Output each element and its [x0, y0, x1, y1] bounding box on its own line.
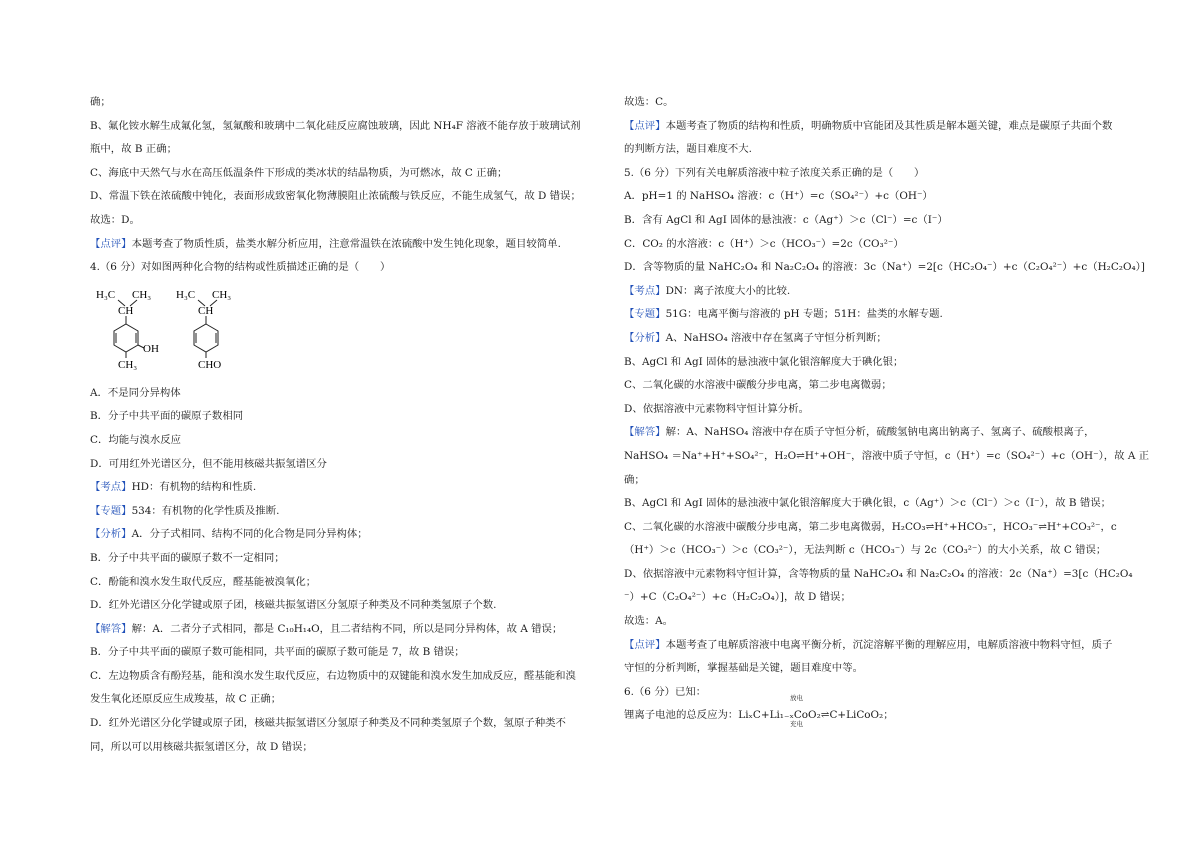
text-line: C、二氧化碳的水溶液中碳酸分步电离，第二步电离微弱，H₂CO₃⇌H⁺+HCO₃⁻，HCO₃⁻⇌H⁺+CO₃²⁻，c	[624, 520, 1117, 533]
mol1-ch: CH	[118, 304, 134, 317]
reaction-text: 锂离子电池的总反应为：LiₓC+Li₁₋ₓCoO₂⇌C+LiCoO₂；	[624, 709, 894, 722]
text-line: 瓶中，故 B 正确；	[90, 143, 177, 156]
comment-line	[624, 115, 1148, 139]
kaodian-line	[624, 280, 1148, 304]
question-6: 6.（6 分）已知：	[624, 685, 707, 698]
option-d: D．可用红外光谱区分，但不能用核磁共振氢谱区分	[90, 457, 327, 470]
text-line: ⁻）+C（C₂O₄²⁻）+c（H₂C₂O₄）]，故 D 错误；	[624, 591, 851, 604]
fenxi-line	[624, 327, 1148, 351]
text-line: B、AgCl 和 AgI 固体的悬浊液中氯化银溶解度大于碘化银；	[624, 355, 904, 368]
fenxi-text: A、NaHSO₄ 溶液中存在氢离子守恒分析判断；	[665, 331, 887, 344]
mol1-h3c: H₃C	[96, 288, 116, 301]
option-b: B．分子中共平面的碳原子数相同	[90, 410, 244, 423]
zhuanti-tag: 【专题】	[624, 308, 666, 321]
zhuanti-tag: 【专题】	[90, 504, 132, 517]
text-line: （H⁺）＞c（HCO₃⁻）＞c（CO₃²⁻），无法判断 c（HCO₃⁻）与 2c（CO₃²⁻）的大小关系，故 C 错误；	[624, 544, 1107, 557]
jieda-line	[624, 421, 1148, 445]
mol2-h3c: H₃C	[176, 288, 196, 301]
fenxi-text: A．分子式相同、结构不同的化合物是同分异构体；	[131, 528, 368, 541]
text-line: B、氟化铵水解生成氟化氢，氢氟酸和玻璃中二氧化硅反应腐蚀玻璃，因此 NH₄F 溶液不能存放于玻璃试剂	[90, 119, 581, 132]
question-4: 4.（6 分）对如图两种化合物的结构或性质描述正确的是（ ）	[90, 261, 391, 274]
zhuanti-text: 534：有机物的化学性质及推断.	[131, 504, 280, 517]
zhuanti-line	[624, 303, 1148, 327]
option-d: D．含等物质的量 NaHC₂O₄ 和 Na₂C₂O₄ 的溶液：3c（Na⁺）=2[c（HC₂O₄⁻）+c（C₂O₄²⁻）+c（H₂C₂O₄）]	[624, 261, 1145, 274]
comment-tag: 【点评】	[624, 638, 666, 651]
jieda-line	[90, 618, 614, 642]
mol2-ch3: CH₃	[212, 288, 232, 301]
comment-tag: 【点评】	[90, 237, 132, 250]
question-5: 5.（6 分）下列有关电解质溶液中粒子浓度关系正确的是（ ）	[624, 166, 925, 179]
kaodian-tag: 【考点】	[90, 481, 132, 494]
jieda-tag: 【解答】	[90, 622, 132, 635]
mol2-ch: CH	[198, 304, 214, 317]
reaction-line	[624, 694, 1148, 729]
jieda-text: 解：A、NaHSO₄ 溶液中存在质子守恒分析，硫酸氢钠电离出钠离子、氢离子、硫酸根离子，	[665, 426, 1095, 439]
text-line: 发生氧化还原反应生成羧基，故 C 正确；	[90, 693, 282, 706]
text-line: 同，所以可以用核磁共振氢谱区分，故 D 错误；	[90, 740, 313, 753]
molecule-svg	[96, 284, 256, 380]
option-c: C．均能与溴水反应	[90, 433, 182, 446]
zhuanti-text: 51G：电离平衡与溶液的 pH 专题；51H：盐类的水解专题.	[665, 308, 943, 321]
text-line: 守恒的分析判断，掌握基础是关键，题目难度中等。	[624, 662, 863, 675]
zhuanti-line	[90, 500, 614, 524]
comment-line	[90, 233, 614, 257]
left-column	[90, 0, 614, 753]
comment-text: 本题考查了物质的结构和性质，明确物质中官能团及其性质是解本题关键，难点是碳原子共面个数	[665, 119, 1113, 132]
text-line: 的判断方法，题目难度不大.	[624, 143, 752, 156]
text-line: B、AgCl 和 AgI 固体的悬浊液中氯化银溶解度大于碘化银，c（Ag⁺）＞c（Cl⁻）＞c（I⁻），故 B 错误；	[624, 497, 1111, 510]
mol2-cho: CHO	[198, 358, 222, 371]
text-line: D、常温下铁在浓硫酸中钝化，表面形成致密氧化物薄膜阻止浓硫酸与铁反应，不能生成氢气，故 D 错误；	[90, 190, 581, 203]
option-a: A．pH=1 的 NaHSO₄ 溶液：c（H⁺）=c（SO₄²⁻）+c（OH⁻）	[624, 190, 933, 203]
comment-line	[624, 634, 1148, 658]
comment-text: 本题考查了电解质溶液中电离平衡分析，沉淀溶解平衡的理解应用，电解质溶液中物料守恒，质子	[665, 638, 1113, 651]
text-line: B．分子中共平面的碳原子数可能相同，共平面的碳原子数可能是 7，故 B 错误；	[90, 646, 465, 659]
jieda-text: 解：A．二者分子式相同，都是 C₁₀H₁₄O，且二者结构不同，所以是同分异构体，故 A 错误；	[131, 622, 563, 635]
option-c: C．CO₂ 的水溶液：c（H⁺）＞c（HCO₃⁻）=2c（CO₃²⁻）	[624, 237, 904, 250]
text-line: 故选：C。	[624, 96, 674, 108]
comment-text: 本题考查了物质性质，盐类水解分析应用，注意常温铁在浓硫酸中发生钝化现象，题目较简单.	[131, 237, 561, 250]
text-line: C．酚能和溴水发生取代反应，醛基能被溴氧化；	[90, 575, 317, 588]
charge-label: 充电	[790, 720, 803, 729]
fenxi-tag: 【分析】	[90, 528, 132, 541]
mol1-ch3: CH₃	[132, 288, 152, 301]
text-line: 确；	[90, 96, 111, 108]
kaodian-text: DN：离子浓度大小的比较.	[665, 284, 791, 297]
kaodian-tag: 【考点】	[624, 284, 666, 297]
comment-tag: 【点评】	[624, 119, 666, 132]
molecule-figures	[96, 284, 614, 380]
option-a: A．不是同分异构体	[90, 386, 181, 399]
text-line: D．红外光谱区分化学键或原子团，核磁共振氢谱区分氢原子种类及不同种类氢原子个数.	[90, 599, 497, 612]
fenxi-tag: 【分析】	[624, 331, 666, 344]
text-line: C．左边物质含有酚羟基，能和溴水发生取代反应，右边物质中的双键能和溴水发生加成反应，醛基能和溴	[90, 669, 576, 682]
text-line: 故选：A。	[624, 615, 674, 628]
text-line: C、海底中天然气与水在高压低温条件下形成的类冰状的结晶物质，为可燃冰，故 C 正确；	[90, 166, 508, 179]
fenxi-line	[90, 523, 614, 547]
jieda-tag: 【解答】	[624, 426, 666, 439]
kaodian-text: HD：有机物的结构和性质.	[131, 481, 257, 494]
text-line: D、依据溶液中元素物料守恒计算分析。	[624, 402, 809, 415]
text-line: D．红外光谱区分化学键或原子团，核磁共振氢谱区分氢原子种类及不同种类氢原子个数，氢原子种类不	[90, 717, 566, 730]
text-line: 确；	[624, 473, 645, 486]
text-line: D、依据溶液中元素物料守恒计算，含等物质的量 NaHC₂O₄ 和 Na₂C₂O₄ 的溶液：2c（Na⁺）=3[c（HC₂O₄	[624, 567, 1133, 580]
text-line: B．分子中共平面的碳原子数不一定相同；	[90, 551, 285, 564]
text-line: C、二氧化碳的水溶液中碳酸分步电离，第二步电离微弱；	[624, 379, 892, 392]
mol1-oh: OH	[143, 342, 159, 355]
option-b: B．含有 AgCl 和 AgI 固体的悬浊液：c（Ag⁺）＞c（Cl⁻）=c（I⁻）	[624, 213, 948, 226]
mol1-ch3-bottom: CH₃	[118, 358, 138, 371]
kaodian-line	[90, 476, 614, 500]
text-line: NaHSO₄ ＝Na⁺+H⁺+SO₄²⁻，H₂O⇌H⁺+OH⁻，溶液中质子守恒，c（H⁺）=c（SO₄²⁻）+c（OH⁻），故 A 正	[624, 449, 1150, 462]
text-line: 故选：D。	[90, 213, 140, 226]
discharge-label: 放电	[790, 694, 803, 703]
